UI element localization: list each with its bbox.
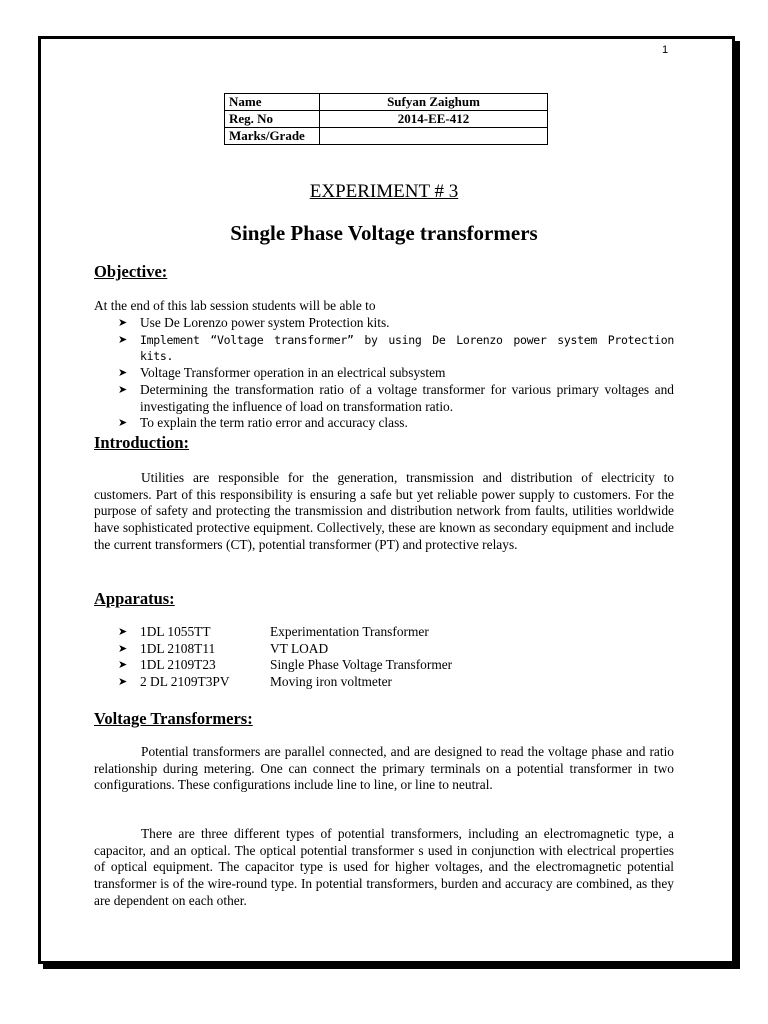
list-item: ➤ Determining the transformation ratio of a voltage transformer for various primary voltages and investigating the influence of load on transformation ratio. — [118, 381, 674, 414]
list-item — [118, 624, 452, 641]
objective-heading: Objective: — [94, 262, 168, 281]
document-title: Single Phase Voltage transformers — [230, 221, 538, 245]
list-item: ➤ To explain the term ratio error and accuracy class. — [118, 415, 408, 431]
apparatus-code: 1DL 1055TT — [140, 624, 211, 639]
arrowhead-bullet-icon: ➤ — [118, 367, 128, 380]
arrowhead-bullet-icon: ➤ — [118, 676, 128, 689]
list-item — [118, 641, 452, 658]
name-label: Name — [225, 94, 320, 111]
arrowhead-bullet-icon: ➤ — [118, 626, 128, 638]
arrowhead-bullet-icon: ➤ — [118, 317, 128, 329]
list-item: ➤ Use De Lorenzo power system Protection kits. — [118, 315, 390, 330]
table-row — [225, 128, 548, 145]
marks-grade-label: Marks/Grade — [225, 128, 320, 145]
name-value: Sufyan Zaighum — [320, 94, 548, 111]
list-item: ➤ Implement “Voltage transformer” by using De Lorenzo power system Protection kits. — [118, 332, 674, 364]
apparatus-list — [118, 624, 452, 691]
table-row — [225, 94, 548, 111]
introduction-paragraph: Utilities are responsible for the generation, transmission and distribution of electricity to customers. Part of this responsibility is ensuring a safe but yet reliable power supply to customers. For the purpose of safety and protecting the transmission and distribution network from faults, utilities worldwide have sophisticated protective equipment. Collectively, these are known as secondary equipment and include the current transformers (CT), potential transformer (PT) and protective relays. — [94, 470, 674, 552]
voltage-transformers-heading: Voltage Transformers: — [94, 709, 253, 728]
apparatus-name: Experimentation Transformer — [270, 624, 429, 639]
apparatus-name: Moving iron voltmeter — [270, 674, 392, 690]
arrowhead-bullet-icon: ➤ — [118, 333, 128, 346]
student-info-table — [224, 93, 548, 145]
apparatus-name: Single Phase Voltage Transformer — [270, 657, 453, 673]
reg-no-value: 2014-EE-412 — [320, 111, 548, 128]
table-row — [225, 111, 548, 128]
voltage-transformers-paragraph-1: Potential transformers are parallel connected, and are designed to read the voltage phase and ratio relationship during metering. One can connect the primary terminals on a potential transformer in two configurations. These configurations include line to line, or line to neutral. — [94, 744, 674, 793]
arrowhead-bullet-icon: ➤ — [118, 383, 128, 396]
list-item — [118, 674, 452, 691]
marks-grade-value — [320, 128, 548, 145]
page-number: 1 — [662, 44, 669, 56]
list-item — [118, 657, 452, 674]
apparatus-name: VT LOAD — [270, 640, 329, 656]
apparatus-code: 2 DL 2109T3PV — [140, 674, 230, 690]
introduction-heading: Introduction: — [94, 433, 190, 452]
arrowhead-bullet-icon: ➤ — [118, 417, 128, 430]
page-border-shadow-bottom — [43, 964, 740, 969]
apparatus-code: 1DL 2108T11 — [140, 640, 216, 656]
apparatus-code: 1DL 2109T23 — [140, 657, 216, 673]
arrowhead-bullet-icon: ➤ — [118, 659, 128, 672]
experiment-title: EXPERIMENT # 3 — [309, 181, 459, 202]
list-item: ➤ Voltage Transformer operation in an electrical subsystem — [118, 365, 446, 381]
reg-no-label: Reg. No — [225, 111, 320, 128]
arrowhead-bullet-icon: ➤ — [118, 642, 128, 655]
apparatus-heading: Apparatus: — [94, 589, 175, 608]
objective-list — [118, 315, 674, 432]
voltage-transformers-paragraph-2: There are three different types of potential transformers, including an electromagnetic type, a capacitor, and an optical. The optical potential transformer s used in conjunction with electrical properties of optical equipment. The capacitor type is used for higher voltages, and the electromagnetic potential transformer is of the wire-round type. In potential transformers, burden and accuracy are combined, as they are dependent on each other. — [94, 826, 674, 908]
objective-intro: At the end of this lab session students will be able to — [94, 298, 376, 313]
